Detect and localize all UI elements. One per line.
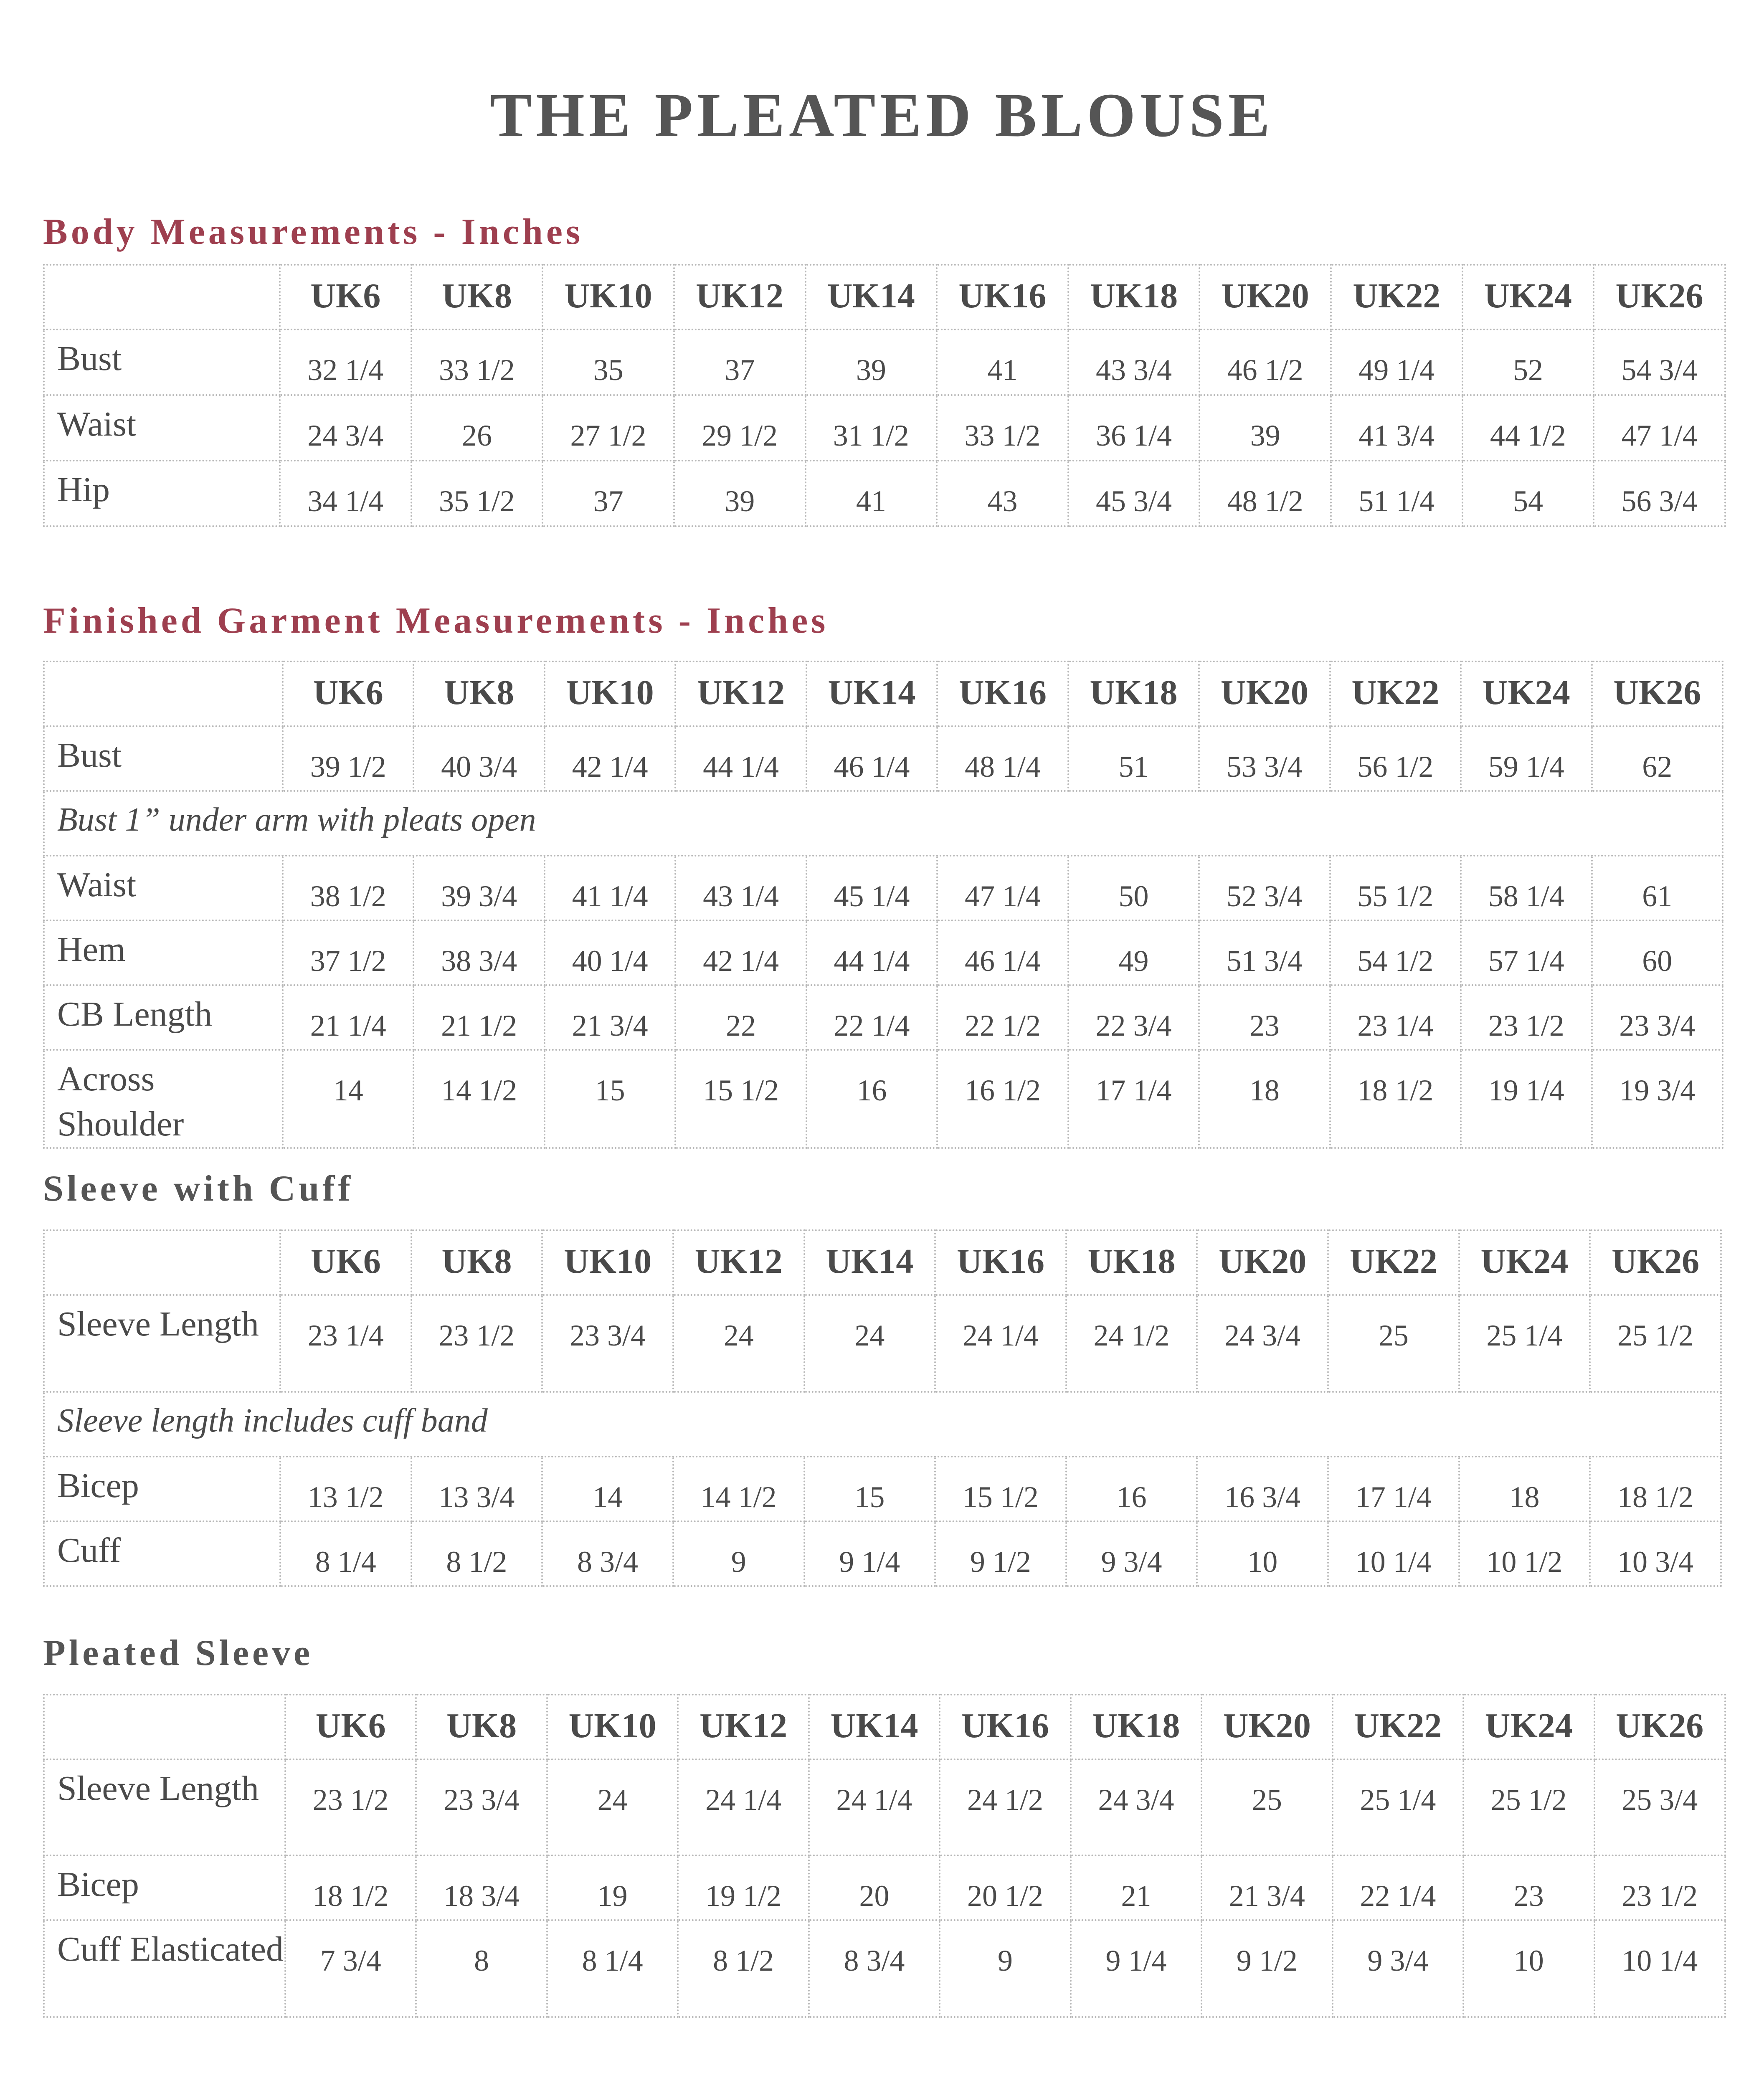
measurement-cell: 13 3/4 bbox=[411, 1457, 542, 1521]
measurement-cell: 8 3/4 bbox=[809, 1920, 940, 2017]
size-header-uk18: UK18 bbox=[1068, 265, 1200, 329]
row-label-sleeve-length: Sleeve Length bbox=[44, 1295, 280, 1392]
measurement-cell: 43 1/4 bbox=[675, 856, 806, 920]
measurement-cell: 37 bbox=[674, 329, 806, 395]
measurement-cell: 18 bbox=[1199, 1050, 1330, 1148]
table-row-bicep bbox=[44, 1457, 1721, 1521]
measurement-cell: 56 1/2 bbox=[1330, 726, 1461, 791]
table-row-sleeve-length bbox=[44, 1759, 1725, 1855]
size-header-uk12: UK12 bbox=[673, 1230, 804, 1295]
size-header-uk20: UK20 bbox=[1199, 661, 1330, 726]
size-header-uk24: UK24 bbox=[1459, 1230, 1590, 1295]
measurement-cell: 19 1/2 bbox=[678, 1855, 808, 1920]
measurement-cell: 9 1/2 bbox=[1201, 1920, 1332, 2017]
measurement-cell: 37 bbox=[542, 461, 674, 526]
header-row bbox=[44, 265, 1725, 329]
size-header-uk8: UK8 bbox=[413, 661, 544, 726]
size-header-uk6: UK6 bbox=[280, 1230, 411, 1295]
measurement-cell: 55 1/2 bbox=[1330, 856, 1461, 920]
measurement-cell: 9 3/4 bbox=[1333, 1920, 1463, 2017]
table-row-cb-length bbox=[44, 985, 1723, 1050]
measurement-cell: 23 bbox=[1199, 985, 1330, 1050]
measurement-cell: 21 3/4 bbox=[1201, 1855, 1332, 1920]
measurement-cell: 20 bbox=[809, 1855, 940, 1920]
note-row bbox=[44, 791, 1723, 856]
size-header-uk16: UK16 bbox=[937, 661, 1068, 726]
measurement-cell: 18 1/2 bbox=[1590, 1457, 1721, 1521]
measurement-cell: 41 1/4 bbox=[545, 856, 675, 920]
measurement-cell: 49 bbox=[1068, 920, 1199, 985]
measurement-cell: 62 bbox=[1592, 726, 1723, 791]
measurement-cell: 52 bbox=[1462, 329, 1594, 395]
measurement-cell: 23 3/4 bbox=[542, 1295, 673, 1392]
row-label-across-shoulder: Across Shoulder bbox=[44, 1050, 283, 1148]
size-header-uk12: UK12 bbox=[675, 661, 806, 726]
size-header-uk6: UK6 bbox=[280, 265, 411, 329]
measurement-cell: 22 bbox=[675, 985, 806, 1050]
measurement-cell: 22 1/4 bbox=[1333, 1855, 1463, 1920]
size-header-uk8: UK8 bbox=[411, 1230, 542, 1295]
measurement-cell: 41 bbox=[806, 461, 937, 526]
measurement-cell: 39 bbox=[1199, 395, 1331, 461]
measurement-cell: 45 3/4 bbox=[1068, 461, 1200, 526]
measurement-cell: 34 1/4 bbox=[280, 461, 411, 526]
measurement-cell: 33 1/2 bbox=[411, 329, 543, 395]
measurement-cell: 39 bbox=[674, 461, 806, 526]
measurement-cell: 24 3/4 bbox=[1071, 1759, 1201, 1855]
measurement-cell: 24 1/4 bbox=[809, 1759, 940, 1855]
measurement-cell: 32 1/4 bbox=[280, 329, 411, 395]
size-header-uk24: UK24 bbox=[1462, 265, 1594, 329]
measurement-cell: 60 bbox=[1592, 920, 1723, 985]
measurement-cell: 22 1/4 bbox=[806, 985, 937, 1050]
measurement-cell: 25 1/2 bbox=[1463, 1759, 1594, 1855]
measurement-cell: 21 1/2 bbox=[413, 985, 544, 1050]
measurement-cell: 23 1/2 bbox=[285, 1759, 416, 1855]
measurement-cell: 8 bbox=[416, 1920, 547, 2017]
measurement-cell: 53 3/4 bbox=[1199, 726, 1330, 791]
measurement-cell: 23 3/4 bbox=[1592, 985, 1723, 1050]
measurement-cell: 43 3/4 bbox=[1068, 329, 1200, 395]
size-header-uk16: UK16 bbox=[935, 1230, 1066, 1295]
measurement-cell: 42 1/4 bbox=[675, 920, 806, 985]
measurement-cell: 39 3/4 bbox=[413, 856, 544, 920]
size-header-uk10: UK10 bbox=[542, 1230, 673, 1295]
measurement-cell: 61 bbox=[1592, 856, 1723, 920]
body-measurements-heading: Body Measurements - Inches bbox=[43, 212, 584, 252]
measurement-cell: 16 3/4 bbox=[1197, 1457, 1328, 1521]
measurement-cell: 46 1/2 bbox=[1199, 329, 1331, 395]
measurement-cell: 24 1/2 bbox=[1066, 1295, 1197, 1392]
size-header-uk22: UK22 bbox=[1328, 1230, 1459, 1295]
measurement-cell: 8 1/4 bbox=[280, 1521, 411, 1586]
pleated-sleeve-heading: Pleated Sleeve bbox=[43, 1633, 314, 1673]
measurement-cell: 26 bbox=[411, 395, 543, 461]
size-header-uk22: UK22 bbox=[1330, 661, 1461, 726]
measurement-cell: 23 1/4 bbox=[280, 1295, 411, 1392]
measurement-cell: 37 1/2 bbox=[283, 920, 413, 985]
table-row-hem bbox=[44, 920, 1723, 985]
measurement-cell: 16 bbox=[806, 1050, 937, 1148]
measurement-cell: 41 3/4 bbox=[1331, 395, 1462, 461]
size-header-uk12: UK12 bbox=[678, 1695, 808, 1759]
measurement-cell: 23 1/2 bbox=[1594, 1855, 1725, 1920]
size-header-uk8: UK8 bbox=[416, 1695, 547, 1759]
measurement-cell: 29 1/2 bbox=[674, 395, 806, 461]
size-header-uk16: UK16 bbox=[940, 1695, 1070, 1759]
row-label-bust: Bust bbox=[44, 329, 280, 395]
measurement-cell: 8 1/4 bbox=[547, 1920, 678, 2017]
size-header-uk14: UK14 bbox=[809, 1695, 940, 1759]
size-header-uk6: UK6 bbox=[285, 1695, 416, 1759]
size-header-uk14: UK14 bbox=[804, 1230, 935, 1295]
measurement-cell: 10 1/2 bbox=[1459, 1521, 1590, 1586]
measurement-cell: 48 1/2 bbox=[1199, 461, 1331, 526]
measurement-cell: 24 bbox=[673, 1295, 804, 1392]
size-header-uk6: UK6 bbox=[283, 661, 413, 726]
row-label-waist: Waist bbox=[44, 395, 280, 461]
table-row-bicep bbox=[44, 1855, 1725, 1920]
table-row-bust bbox=[44, 726, 1723, 791]
row-label-bust: Bust bbox=[44, 726, 283, 791]
table-row-cuff bbox=[44, 1521, 1721, 1586]
measurement-cell: 51 3/4 bbox=[1199, 920, 1330, 985]
measurement-cell: 44 1/2 bbox=[1462, 395, 1594, 461]
size-header-uk24: UK24 bbox=[1461, 661, 1592, 726]
measurement-cell: 41 bbox=[937, 329, 1068, 395]
measurement-cell: 14 bbox=[283, 1050, 413, 1148]
measurement-cell: 56 3/4 bbox=[1594, 461, 1725, 526]
measurement-cell: 10 bbox=[1463, 1920, 1594, 2017]
measurement-cell: 54 bbox=[1462, 461, 1594, 526]
measurement-cell: 20 1/2 bbox=[940, 1855, 1070, 1920]
size-header-uk24: UK24 bbox=[1463, 1695, 1594, 1759]
measurement-cell: 19 1/4 bbox=[1461, 1050, 1592, 1148]
measurement-cell: 54 3/4 bbox=[1594, 329, 1725, 395]
measurement-cell: 47 1/4 bbox=[937, 856, 1068, 920]
measurement-cell: 48 1/4 bbox=[937, 726, 1068, 791]
measurement-cell: 9 1/4 bbox=[1071, 1920, 1201, 2017]
measurement-cell: 23 3/4 bbox=[416, 1759, 547, 1855]
size-header-uk8: UK8 bbox=[411, 265, 543, 329]
table-note: Sleeve length includes cuff band bbox=[44, 1392, 1721, 1457]
size-header-uk26: UK26 bbox=[1590, 1230, 1721, 1295]
measurement-cell: 39 bbox=[806, 329, 937, 395]
measurement-cell: 21 bbox=[1071, 1855, 1201, 1920]
measurement-cell: 38 3/4 bbox=[413, 920, 544, 985]
page-title: THE PLEATED BLOUSE bbox=[490, 81, 1274, 150]
finished-garment-table bbox=[43, 661, 1723, 1149]
measurement-cell: 15 1/2 bbox=[935, 1457, 1066, 1521]
measurement-cell: 10 bbox=[1197, 1521, 1328, 1586]
measurement-cell: 24 bbox=[547, 1759, 678, 1855]
measurement-cell: 8 1/2 bbox=[678, 1920, 808, 2017]
measurement-cell: 24 1/4 bbox=[678, 1759, 808, 1855]
measurement-cell: 8 3/4 bbox=[542, 1521, 673, 1586]
measurement-cell: 19 bbox=[547, 1855, 678, 1920]
measurement-cell: 36 1/4 bbox=[1068, 395, 1200, 461]
measurement-cell: 39 1/2 bbox=[283, 726, 413, 791]
measurement-cell: 38 1/2 bbox=[283, 856, 413, 920]
measurement-cell: 21 3/4 bbox=[545, 985, 675, 1050]
size-header-uk20: UK20 bbox=[1201, 1695, 1332, 1759]
measurement-cell: 44 1/4 bbox=[675, 726, 806, 791]
sleeve-with-cuff-table bbox=[43, 1229, 1722, 1587]
note-row bbox=[44, 1392, 1721, 1457]
measurement-cell: 18 3/4 bbox=[416, 1855, 547, 1920]
size-header-uk22: UK22 bbox=[1331, 265, 1462, 329]
measurement-cell: 40 1/4 bbox=[545, 920, 675, 985]
sleeve-with-cuff-heading: Sleeve with Cuff bbox=[43, 1168, 354, 1209]
measurement-cell: 15 bbox=[804, 1457, 935, 1521]
table-row-sleeve-length bbox=[44, 1295, 1721, 1392]
size-header-uk20: UK20 bbox=[1199, 265, 1331, 329]
measurement-cell: 50 bbox=[1068, 856, 1199, 920]
header-corner-cell bbox=[44, 1695, 285, 1759]
measurement-cell: 15 bbox=[545, 1050, 675, 1148]
measurement-cell: 9 bbox=[673, 1521, 804, 1586]
row-label-hip: Hip bbox=[44, 461, 280, 526]
measurement-cell: 27 1/2 bbox=[542, 395, 674, 461]
measurement-cell: 23 1/2 bbox=[411, 1295, 542, 1392]
measurement-cell: 25 1/2 bbox=[1590, 1295, 1721, 1392]
measurement-cell: 35 1/2 bbox=[411, 461, 543, 526]
measurement-cell: 10 1/4 bbox=[1594, 1920, 1725, 2017]
measurement-cell: 8 1/2 bbox=[411, 1521, 542, 1586]
measurement-cell: 25 1/4 bbox=[1333, 1759, 1463, 1855]
measurement-cell: 17 1/4 bbox=[1328, 1457, 1459, 1521]
row-label-bicep: Bicep bbox=[44, 1855, 285, 1920]
measurement-cell: 22 3/4 bbox=[1068, 985, 1199, 1050]
measurement-cell: 43 bbox=[937, 461, 1068, 526]
measurement-cell: 9 bbox=[940, 1920, 1070, 2017]
measurement-cell: 40 3/4 bbox=[413, 726, 544, 791]
measurement-cell: 54 1/2 bbox=[1330, 920, 1461, 985]
measurement-cell: 23 1/2 bbox=[1461, 985, 1592, 1050]
measurement-cell: 13 1/2 bbox=[280, 1457, 411, 1521]
measurement-cell: 57 1/4 bbox=[1461, 920, 1592, 985]
table-row-bust bbox=[44, 329, 1725, 395]
size-header-uk26: UK26 bbox=[1592, 661, 1723, 726]
header-corner-cell bbox=[44, 265, 280, 329]
measurement-cell: 24 1/2 bbox=[940, 1759, 1070, 1855]
measurement-cell: 22 1/2 bbox=[937, 985, 1068, 1050]
pleated-sleeve-table bbox=[43, 1694, 1726, 2018]
measurement-cell: 51 1/4 bbox=[1331, 461, 1462, 526]
body-measurements-table bbox=[43, 264, 1726, 527]
row-label-waist: Waist bbox=[44, 856, 283, 920]
row-label-sleeve-length: Sleeve Length bbox=[44, 1759, 285, 1855]
measurement-cell: 46 1/4 bbox=[806, 726, 937, 791]
size-header-uk20: UK20 bbox=[1197, 1230, 1328, 1295]
measurement-cell: 10 1/4 bbox=[1328, 1521, 1459, 1586]
measurement-cell: 24 3/4 bbox=[1197, 1295, 1328, 1392]
size-header-uk12: UK12 bbox=[674, 265, 806, 329]
measurement-cell: 51 bbox=[1068, 726, 1199, 791]
measurement-cell: 58 1/4 bbox=[1461, 856, 1592, 920]
measurement-cell: 25 3/4 bbox=[1594, 1759, 1725, 1855]
measurement-cell: 21 1/4 bbox=[283, 985, 413, 1050]
size-header-uk10: UK10 bbox=[547, 1695, 678, 1759]
size-header-uk18: UK18 bbox=[1068, 661, 1199, 726]
measurement-cell: 14 1/2 bbox=[673, 1457, 804, 1521]
measurement-cell: 25 bbox=[1328, 1295, 1459, 1392]
header-row bbox=[44, 661, 1723, 726]
measurement-cell: 25 1/4 bbox=[1459, 1295, 1590, 1392]
header-row bbox=[44, 1230, 1721, 1295]
row-label-bicep: Bicep bbox=[44, 1457, 280, 1521]
measurement-cell: 59 1/4 bbox=[1461, 726, 1592, 791]
size-header-uk10: UK10 bbox=[545, 661, 675, 726]
table-note: Bust 1” under arm with pleats open bbox=[44, 791, 1723, 856]
measurement-cell: 24 1/4 bbox=[935, 1295, 1066, 1392]
measurement-cell: 52 3/4 bbox=[1199, 856, 1330, 920]
measurement-cell: 31 1/2 bbox=[806, 395, 937, 461]
measurement-cell: 45 1/4 bbox=[806, 856, 937, 920]
measurement-cell: 44 1/4 bbox=[806, 920, 937, 985]
table-row-hip bbox=[44, 461, 1725, 526]
measurement-cell: 18 bbox=[1459, 1457, 1590, 1521]
measurement-cell: 16 bbox=[1066, 1457, 1197, 1521]
measurement-cell: 9 1/4 bbox=[804, 1521, 935, 1586]
measurement-cell: 33 1/2 bbox=[937, 395, 1068, 461]
measurement-cell: 7 3/4 bbox=[285, 1920, 416, 2017]
measurement-cell: 10 3/4 bbox=[1590, 1521, 1721, 1586]
size-header-uk14: UK14 bbox=[806, 661, 937, 726]
measurement-cell: 14 bbox=[542, 1457, 673, 1521]
measurement-cell: 15 1/2 bbox=[675, 1050, 806, 1148]
size-header-uk14: UK14 bbox=[806, 265, 937, 329]
table-row-cuff-elasticated bbox=[44, 1920, 1725, 2017]
size-header-uk16: UK16 bbox=[937, 265, 1068, 329]
header-row bbox=[44, 1695, 1725, 1759]
measurement-cell: 42 1/4 bbox=[545, 726, 675, 791]
measurement-cell: 24 bbox=[804, 1295, 935, 1392]
measurement-cell: 14 1/2 bbox=[413, 1050, 544, 1148]
size-header-uk26: UK26 bbox=[1594, 265, 1725, 329]
measurement-cell: 19 3/4 bbox=[1592, 1050, 1723, 1148]
measurement-cell: 23 1/4 bbox=[1330, 985, 1461, 1050]
table-row-waist bbox=[44, 856, 1723, 920]
measurement-cell: 9 3/4 bbox=[1066, 1521, 1197, 1586]
measurement-cell: 47 1/4 bbox=[1594, 395, 1725, 461]
size-header-uk10: UK10 bbox=[542, 265, 674, 329]
row-label-cuff-elasticated: Cuff Elasticated bbox=[44, 1920, 285, 2017]
measurement-cell: 49 1/4 bbox=[1331, 329, 1462, 395]
table-row-across-shoulder bbox=[44, 1050, 1723, 1148]
header-corner-cell bbox=[44, 1230, 280, 1295]
measurement-cell: 16 1/2 bbox=[937, 1050, 1068, 1148]
measurement-cell: 25 bbox=[1201, 1759, 1332, 1855]
measurement-cell: 46 1/4 bbox=[937, 920, 1068, 985]
size-header-uk26: UK26 bbox=[1594, 1695, 1725, 1759]
measurement-cell: 18 1/2 bbox=[1330, 1050, 1461, 1148]
measurement-cell: 18 1/2 bbox=[285, 1855, 416, 1920]
finished-garment-heading: Finished Garment Measurements - Inches bbox=[43, 601, 829, 641]
header-corner-cell bbox=[44, 661, 283, 726]
size-header-uk22: UK22 bbox=[1333, 1695, 1463, 1759]
measurement-cell: 17 1/4 bbox=[1068, 1050, 1199, 1148]
measurement-cell: 23 bbox=[1463, 1855, 1594, 1920]
measurement-cell: 35 bbox=[542, 329, 674, 395]
measurement-cell: 9 1/2 bbox=[935, 1521, 1066, 1586]
table-row-waist bbox=[44, 395, 1725, 461]
size-header-uk18: UK18 bbox=[1066, 1230, 1197, 1295]
size-header-uk18: UK18 bbox=[1071, 1695, 1201, 1759]
row-label-cb-length: CB Length bbox=[44, 985, 283, 1050]
measurement-cell: 24 3/4 bbox=[280, 395, 411, 461]
row-label-cuff: Cuff bbox=[44, 1521, 280, 1586]
row-label-hem: Hem bbox=[44, 920, 283, 985]
